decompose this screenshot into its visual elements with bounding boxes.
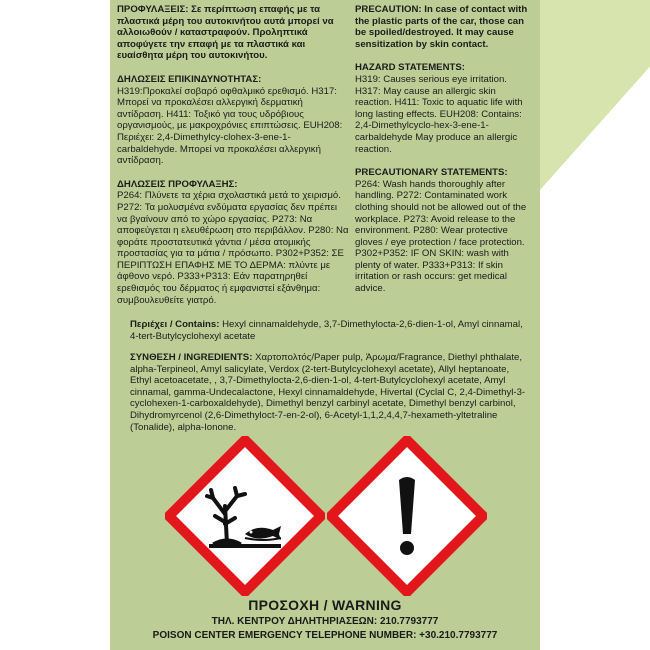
english-precautionary: [355, 167, 535, 295]
exclamation-mark-icon: [327, 436, 487, 596]
contains-title: Περιέχει / Contains:: [130, 319, 220, 330]
contains-section: [130, 319, 530, 342]
english-hazard: [355, 62, 535, 155]
english-precaution-text: In case of contact with the plastic parts of the car, those can be spoiled/destroyed. It may cause sensitization by skin contact.: [355, 4, 528, 50]
greek-precautionary-text: P264: Πλύνετε τα χέρια σχολαστικά μετά το χειρισμό. P272: Τα μολυσμένα ενδύματα εργασίας δεν πρέπει να βγαίνουν από το χώρο εργασίας. P273: Να αποφεύγεται η ελευθέρωση στο περιβάλλον. P280: Να φοράτε προστατευτικά γάντια / μέσα ατομικής προστασίας για τα μάτια / πρόσωπο. P302+P352: ΣΕ ΠΕΡΙΠΤΩΣΗ ΕΠΑΦΗΣ ΜΕ ΤΟ ΔΕΡΜΑ: πλύντε με άφθονο νερό. P333+P313: Εάν παρατηρηθεί ερεθισμός του δέρματος ή εμφανιστεί εξάνθημα: συμβουλευθείτε γιατρό.: [117, 190, 349, 306]
english-hazard-text: H319: Causes serious eye irritation. H317: May cause an allergic skin reaction. H411: Toxic to aquatic life with long lasting effects. EUH208: Contains: 2,4-Dimethylcyclo-hex-3-ene-1-carbaldehyde May produce an allergic reaction.: [355, 73, 523, 155]
ingredients-section: [130, 352, 530, 433]
poison-center-english: POISON CENTER EMERGENCY TELEPHONE NUMBER: +30.210.7793777: [152, 630, 498, 641]
greek-hazard-text: H319:Προκαλεί σοβαρό οφθαλμικό ερεθισμό. H317: Μπορεί να προκαλέσει αλλεργική δερματική αντίδραση. H411: Τοξικό για τους υδρόβιους οργανισμούς, με μακροχρόνιες επιπτώσεις. EUH208: Περιέχει: 2,4-Dimethylcy-clohex-3-ene-1-carbaldehyde. Μπορεί να προκαλέσει αλλεργική αντίδραση.: [117, 85, 343, 167]
label-tab: [540, 0, 650, 190]
contains-text: Hexyl cinnamaldehyde, 3,7-Dimethylocta-2,6-dien-1-ol, Amyl cinnamal, 4-tert-Butylcyclohexyl acetate: [130, 319, 523, 342]
greek-precaution-title: ΠΡΟΦΥΛΑΞΕΙΣ:: [117, 4, 189, 15]
signal-word: ΠΡΟΣΟΧΗ / WARNING: [248, 597, 402, 613]
greek-precaution-text: Σε περίπτωση επαφής με τα πλαστικά μέρη του αυτοκινήτου αυτά μπορεί να αλλοιωθούν / καταστραφούν. Προληπτικά αποφύγετε την επαφή με τα πλαστικά και ευαίσθητα μέρη του αυτοκινήτου.: [117, 4, 334, 62]
greek-hazard: [117, 74, 350, 167]
poison-center-greek: ΤΗΛ. ΚΕΝΤΡΟΥ ΔΗΛΗΤΗΡΙΑΣΕΩΝ: 210.7793777: [211, 616, 439, 627]
english-precautionary-text: P264: Wash hands thoroughly after handling. P272: Contaminated work clothing should not be allowed out of the workplace. P273: Avoid release to the environment. P280: Wear protective gloves / eye protection / face protection. P302+P352: IF ON SKIN: wash with plenty of water. P333+P313: If skin irritation or rash occurs: get medical advice.: [355, 178, 527, 295]
ingredients-title: ΣΥΝΘΕΣΗ / INGREDIENTS:: [130, 352, 253, 363]
greek-precautionary-title: ΔΗΛΩΣΕΙΣ ΠΡΟΦΥΛΑΞΗΣ:: [117, 178, 238, 190]
english-precaution-title: PRECAUTION:: [355, 4, 422, 15]
greek-precautionary: [117, 179, 350, 307]
english-hazard-title: HAZARD STATEMENTS:: [355, 62, 465, 74]
english-column: [355, 4, 535, 307]
greek-precaution: [117, 4, 350, 62]
greek-column: [117, 4, 350, 318]
ingredients-text: Χαρτοπολτός/Paper pulp, Άρωμα/Fragrance, Diethyl phthalate, alpha-Terpineol, Amyl salicylate, Verdox (2-tert-Butylcyclohexyl acetate), Allyl heptanoate, Ethyl acetoacetate, , 3,7-Dimethylocta-2,6-dien-1-ol, 4-tert-Butylcyclohexyl acetate, Amyl cinnamal, gamma-Undecalactone, Hexyl cinnamaldehyde, Hivertal (Cyclal C, 2,4-Dimethyl-3-cyclohexen-1-carboxaldehyde), Dimethyl benzyl carbinyl acetate, Dimethyl benzyl carbinol, Dihydromyrcenol (2,6-Dimethyloct-7-en-2-ol), 6-Acetyl-1,1,2,4,4,7-hexameth-yltetraline (Tonalide), alpha-Ionone.: [130, 352, 526, 433]
english-precaution: [355, 4, 535, 50]
greek-hazard-title: ΔΗΛΩΣΕΙΣ ΕΠΙΚΙΝΔΥΝΟΤΗΤΑΣ:: [117, 73, 262, 85]
environment-hazard-icon: [165, 436, 325, 596]
english-precautionary-title: PRECAUTIONARY STATEMENTS:: [355, 167, 508, 179]
